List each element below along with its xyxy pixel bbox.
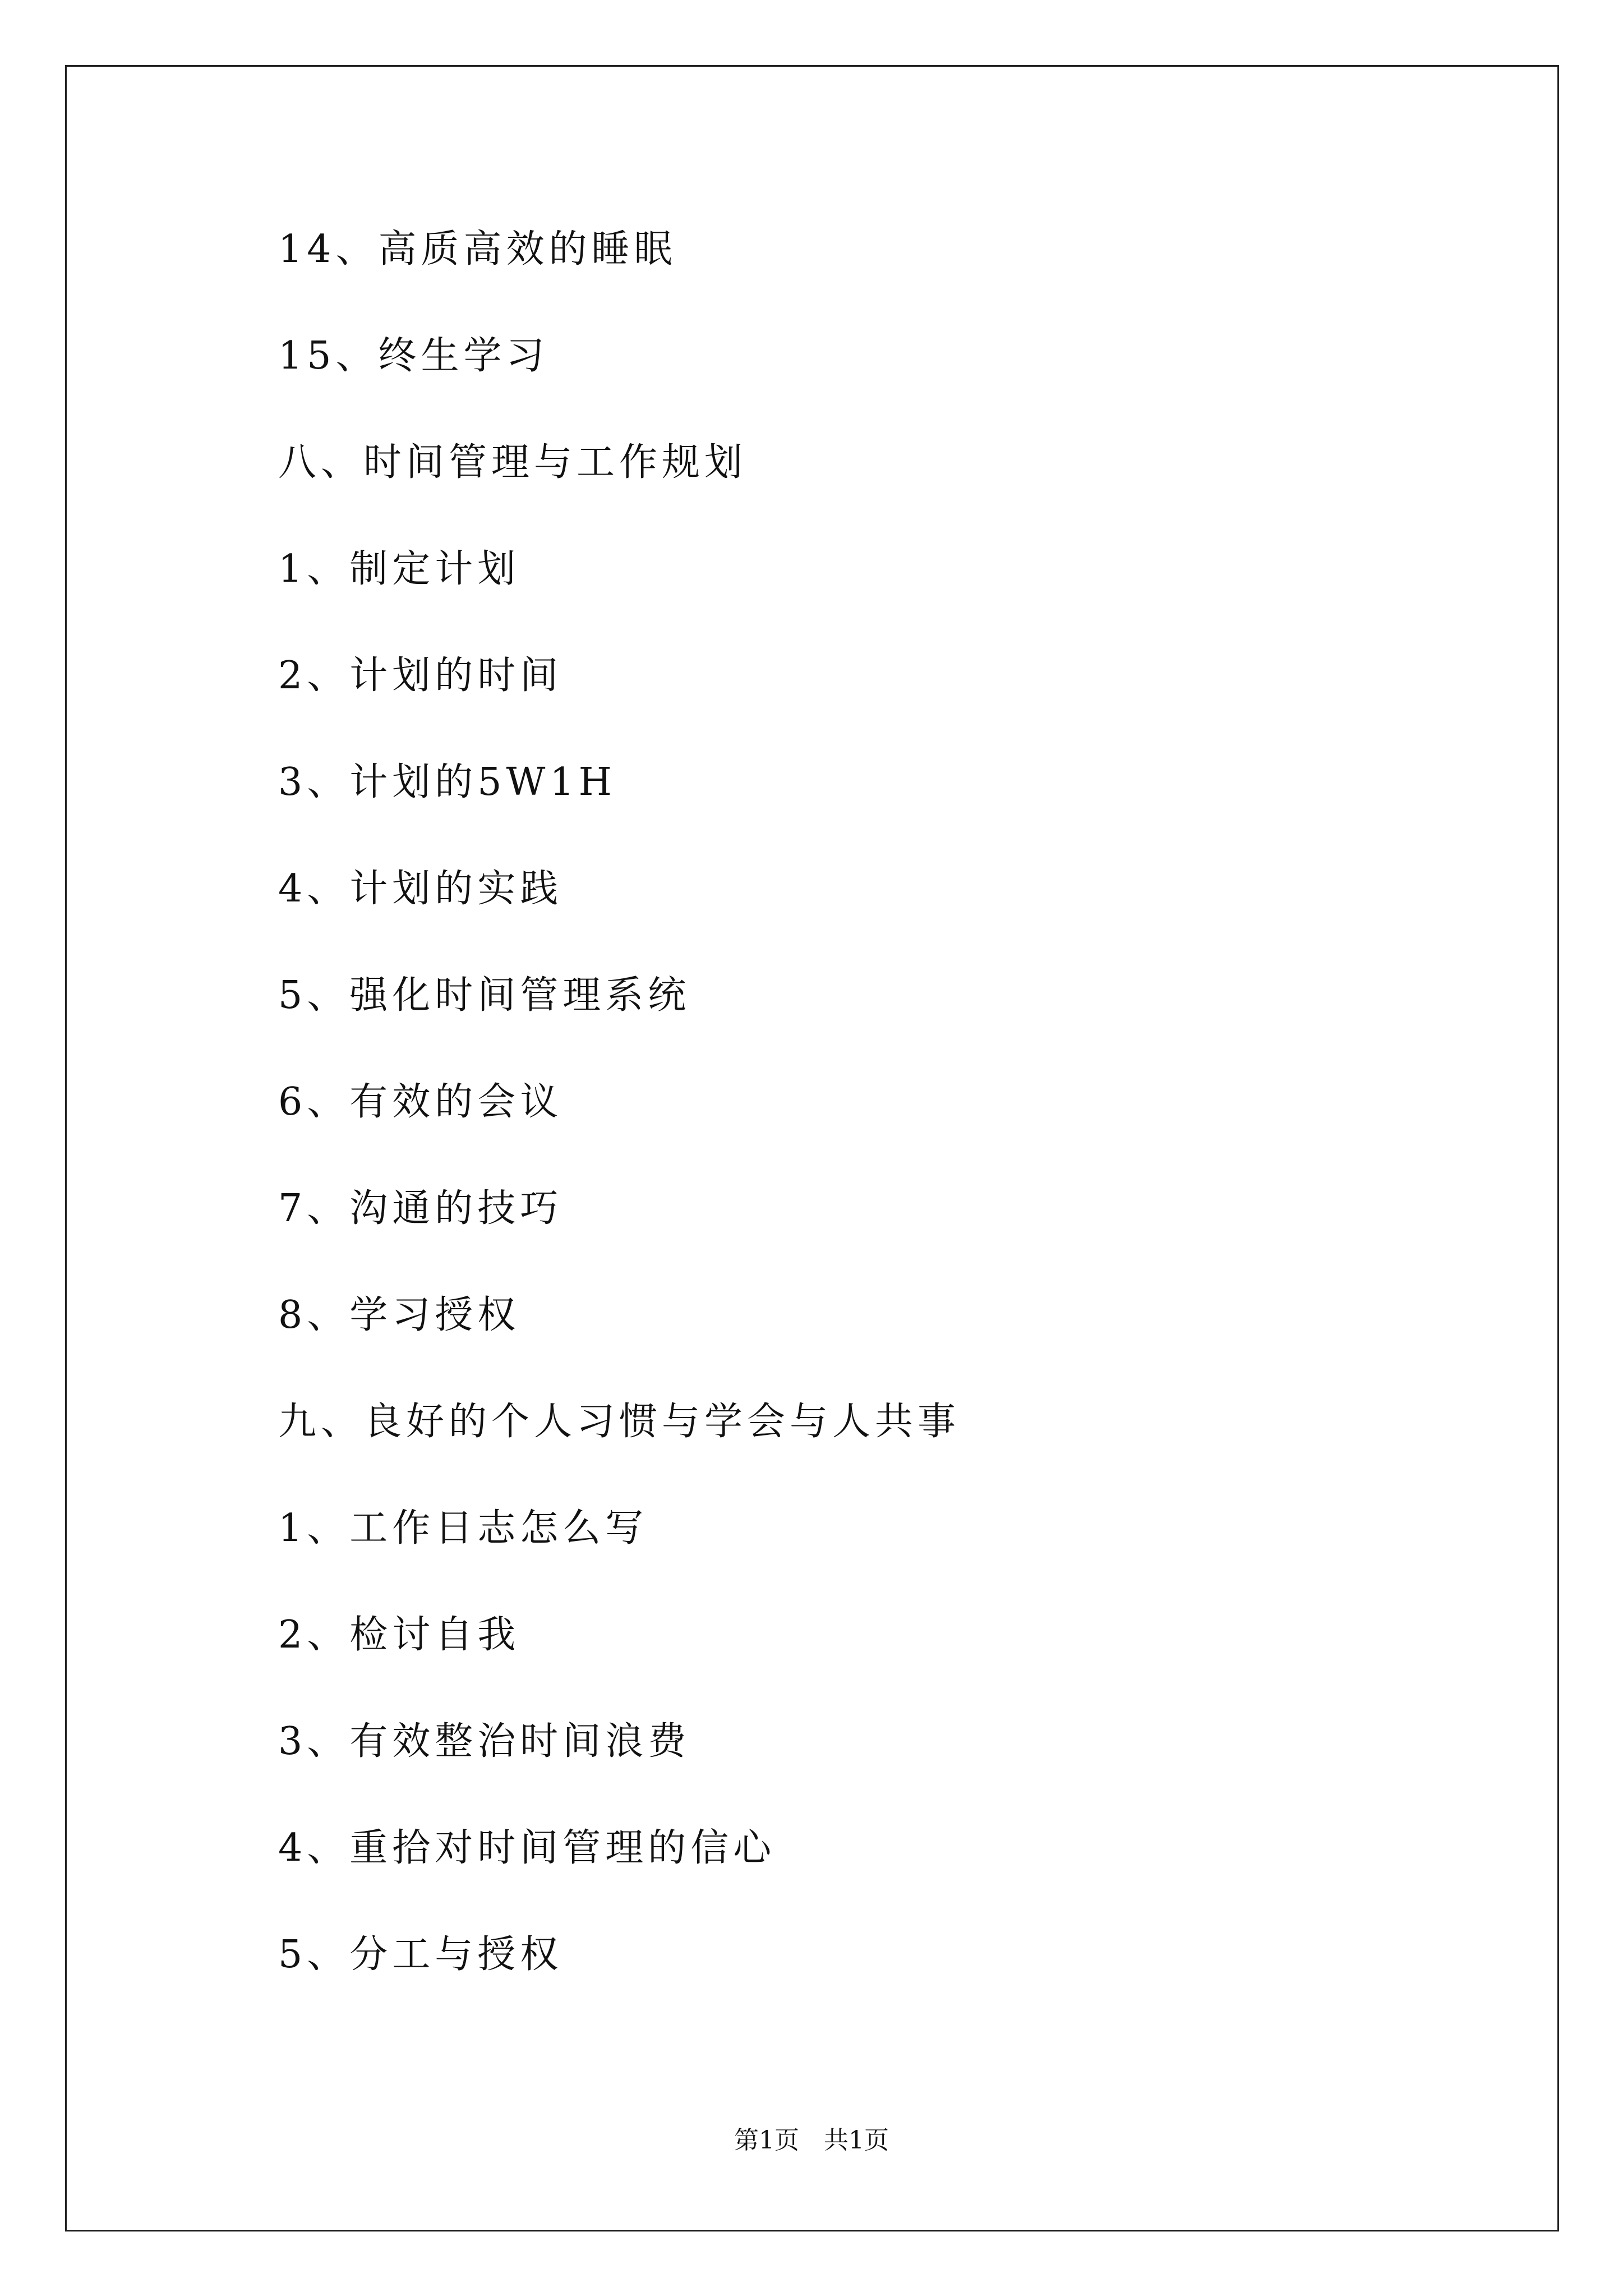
list-item: 2、检讨自我	[278, 1613, 520, 1657]
list-item: 15、终生学习	[278, 334, 549, 378]
page-total: 共1页	[824, 2126, 889, 2155]
document-body	[278, 219, 1456, 2031]
list-item: 14、高质高效的睡眠	[278, 227, 677, 272]
list-item: 3、有效整治时间浪费	[278, 1719, 691, 1764]
page-number: 第1页	[734, 2126, 799, 2155]
list-item: 3、计划的5W1H	[278, 760, 616, 804]
list-item: 4、重拾对时间管理的信心	[278, 1826, 776, 1870]
list-item: 6、有效的会议	[278, 1080, 563, 1124]
list-item: 1、制定计划	[278, 547, 520, 591]
section-heading: 九、良好的个人习惯与学会与人共事	[278, 1400, 961, 1444]
list-item: 1、工作日志怎么写	[278, 1506, 648, 1550]
list-item: 5、强化时间管理系统	[278, 973, 691, 1018]
list-item: 7、沟通的技巧	[278, 1186, 563, 1231]
list-item: 2、计划的时间	[278, 654, 563, 698]
list-item: 4、计划的实践	[278, 867, 563, 911]
list-item: 5、分工与授权	[278, 1932, 563, 1977]
page-footer	[0, 2124, 1623, 2157]
list-item: 8、学习授权	[278, 1293, 520, 1337]
section-heading: 八、时间管理与工作规划	[278, 440, 748, 485]
